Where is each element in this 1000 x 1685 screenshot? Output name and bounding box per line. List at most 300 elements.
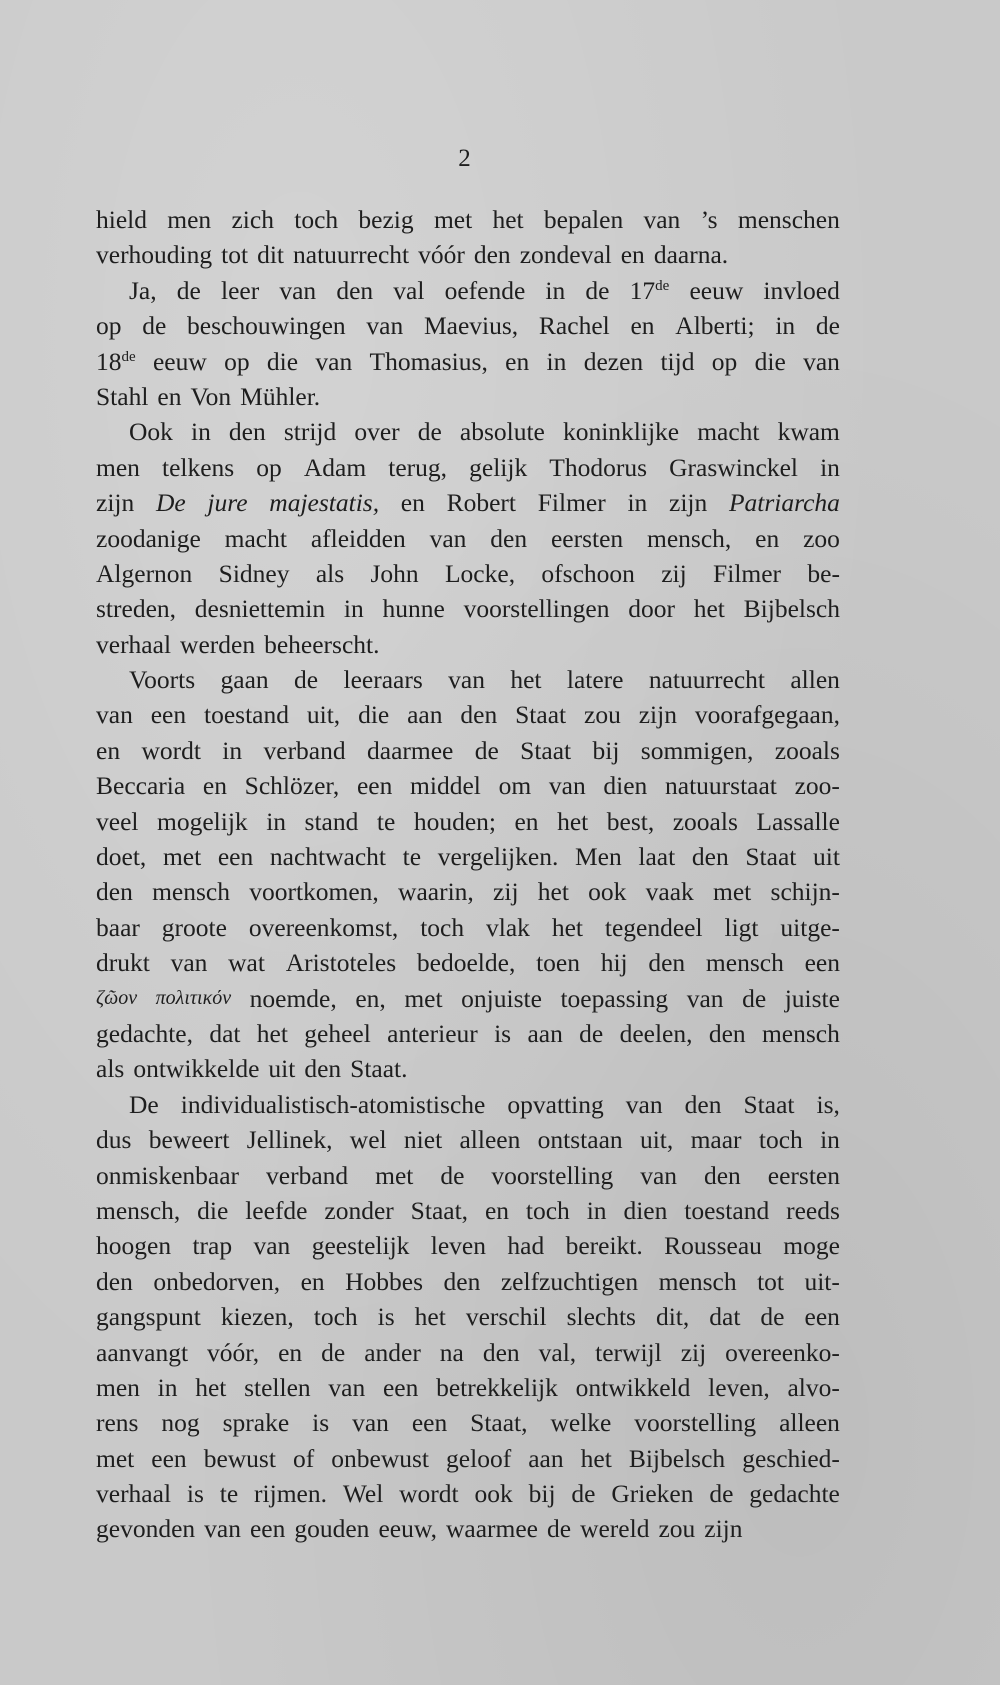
word: een — [804, 1302, 840, 1332]
word: een — [151, 1443, 187, 1473]
word: John — [370, 558, 419, 588]
word: zou — [658, 1514, 696, 1544]
word: Alberti; — [675, 311, 755, 341]
word: hij — [600, 948, 628, 978]
word: De — [129, 1089, 159, 1119]
text-line — [96, 662, 840, 697]
word: is — [186, 1479, 204, 1509]
word: opvatting — [507, 1089, 604, 1119]
ordinal-superscript: de — [655, 277, 670, 294]
word: de — [440, 1160, 465, 1190]
word: de — [294, 665, 319, 695]
word: bij — [528, 1479, 556, 1509]
word: zooals — [672, 806, 738, 836]
word: zoo — [803, 523, 840, 553]
word: van — [448, 665, 485, 695]
word: in — [191, 417, 211, 447]
word: sommigen, — [640, 735, 754, 765]
text-line — [96, 945, 840, 980]
word: leven, — [708, 1372, 770, 1402]
word: geheel — [304, 1018, 371, 1048]
word: en — [514, 806, 539, 836]
word: Maevius, — [423, 311, 519, 341]
word: den — [443, 1266, 481, 1296]
word: men — [96, 452, 140, 482]
word: verhouding — [96, 240, 213, 270]
word: leven — [430, 1231, 487, 1261]
word: gangspunt — [96, 1302, 201, 1332]
word: toch — [525, 1195, 570, 1225]
word: en — [300, 1266, 325, 1296]
word: uitge- — [780, 912, 840, 942]
word: het — [414, 1302, 446, 1332]
word: sprake — [222, 1408, 290, 1438]
word: het — [551, 912, 583, 942]
word: in — [343, 594, 364, 624]
word: en — [484, 1195, 510, 1225]
text-line — [96, 591, 840, 626]
word: in — [546, 346, 567, 376]
word: den — [96, 1266, 133, 1296]
word: op — [711, 346, 738, 376]
word: onbedorven, — [153, 1266, 281, 1296]
word: gaan — [220, 665, 269, 695]
word: aan — [527, 1018, 563, 1048]
word: hunne — [382, 594, 445, 624]
word: juiste — [784, 983, 840, 1013]
word: het — [195, 1372, 227, 1402]
word: anterieur — [387, 1018, 478, 1048]
word: val, — [538, 1337, 577, 1367]
word: be- — [807, 558, 840, 588]
page-number: 2 — [458, 145, 472, 172]
word: den — [648, 948, 686, 978]
word: nog — [161, 1408, 200, 1438]
word: zooals — [774, 735, 840, 765]
word: op — [224, 346, 250, 376]
word: strijd — [283, 417, 337, 447]
word: waarmee — [445, 1514, 538, 1544]
text-line — [96, 556, 840, 591]
text-line — [96, 379, 840, 414]
word: is — [377, 1302, 395, 1332]
word: Ja, — [129, 275, 157, 305]
word: mensch — [658, 1266, 737, 1296]
word: slechts — [566, 1302, 636, 1332]
word: Beccaria — [96, 771, 186, 801]
word: bewust — [203, 1443, 276, 1473]
word: den — [460, 700, 498, 730]
word: tijd — [660, 346, 695, 376]
word: de — [742, 983, 767, 1013]
word-with-superscript — [630, 273, 670, 308]
text-line — [96, 697, 840, 732]
text-line — [96, 1511, 840, 1546]
word: Robert — [446, 488, 516, 518]
word: te — [402, 842, 422, 872]
word: bepalen — [543, 205, 624, 234]
word: beschouwingen — [187, 311, 346, 341]
word: veel — [96, 806, 139, 836]
word: waarin, — [398, 877, 474, 907]
word: Locke, — [444, 558, 516, 588]
word: men — [167, 205, 212, 234]
word: ofschoon — [541, 558, 635, 588]
word: en — [755, 523, 780, 553]
word: van — [643, 205, 681, 234]
word: het — [693, 594, 725, 624]
word: ander — [364, 1337, 421, 1367]
word: dien — [603, 771, 648, 801]
word: rens — [96, 1408, 139, 1438]
word: dat — [709, 1302, 741, 1332]
word: ook — [588, 877, 627, 907]
word: overeenko- — [725, 1337, 840, 1367]
word: voorstelling — [491, 1160, 614, 1190]
word: tot — [757, 1266, 784, 1296]
word: als — [96, 1054, 125, 1084]
word: verband — [263, 735, 346, 765]
word: wordt — [141, 735, 201, 765]
word: ’s — [700, 205, 718, 234]
word: wereld — [580, 1514, 650, 1544]
word: het — [510, 665, 542, 695]
word: van — [253, 1231, 291, 1261]
word: den — [482, 1337, 520, 1367]
word: van — [170, 948, 208, 978]
word: niet — [403, 1125, 443, 1155]
text-line — [96, 1051, 840, 1086]
word: Ook — [129, 417, 173, 447]
word: kiezen, — [220, 1302, 294, 1332]
word: Mühler. — [240, 381, 321, 411]
word: over — [354, 417, 400, 447]
word: doet, — [96, 842, 147, 872]
word: geloof — [446, 1443, 512, 1473]
word: voorafgegaan, — [694, 700, 840, 730]
word: leeraars — [343, 665, 423, 695]
word: en — [202, 771, 227, 801]
text-line — [96, 308, 840, 343]
word: uit, — [306, 700, 341, 730]
word: dit, — [655, 1302, 690, 1332]
word: aanvangt — [96, 1337, 189, 1367]
word: leer — [220, 275, 260, 305]
word: geschied- — [742, 1443, 840, 1473]
word: leefde — [245, 1195, 308, 1225]
word: menschen — [737, 205, 840, 234]
word: in — [586, 1195, 607, 1225]
text-line — [96, 1370, 840, 1405]
word: men — [96, 1372, 140, 1402]
word: tot — [221, 240, 249, 270]
word: toch — [313, 1302, 358, 1332]
word: moge — [783, 1231, 840, 1261]
word: toen — [536, 948, 580, 978]
word: vaak — [645, 877, 694, 907]
word: die — [197, 1195, 229, 1225]
word: reeds — [786, 1195, 840, 1225]
word: majestatis, — [269, 488, 380, 518]
word: het — [492, 205, 524, 234]
word: verhaal — [96, 629, 172, 659]
word: stellen — [244, 1372, 311, 1402]
word: den — [684, 1089, 722, 1119]
word: toestand — [684, 1195, 770, 1225]
word: in — [627, 488, 648, 518]
word: met — [96, 1443, 135, 1473]
word: Rachel — [538, 311, 610, 341]
ordinal-superscript: de — [121, 348, 136, 365]
word: van — [279, 275, 317, 305]
word: macht — [697, 417, 760, 447]
word: schijn- — [770, 877, 840, 907]
word: Voorts — [129, 665, 196, 695]
word: met — [375, 1160, 414, 1190]
text-line — [96, 273, 840, 308]
word: invloed — [763, 275, 840, 305]
word: Lassalle — [756, 806, 840, 836]
word: de — [546, 1514, 572, 1544]
word: voorstelling — [634, 1408, 757, 1438]
word: Hobbes — [345, 1266, 424, 1296]
text-line — [96, 202, 840, 237]
text-line — [96, 237, 840, 272]
word: absolute — [459, 417, 545, 447]
word-with-superscript — [96, 344, 136, 379]
word: trap — [192, 1231, 233, 1261]
word: den — [703, 1160, 741, 1190]
word: groote — [161, 912, 227, 942]
word: onjuiste — [461, 983, 542, 1013]
body-text — [96, 202, 840, 1547]
word: ontstaan — [537, 1125, 623, 1155]
word: met — [404, 983, 443, 1013]
word: die — [266, 346, 299, 376]
word: een — [382, 1372, 419, 1402]
word: daarmee — [367, 735, 454, 765]
text-line — [96, 874, 840, 909]
word: den — [336, 275, 374, 305]
word: Schlözer, — [244, 771, 340, 801]
word: ontwikkeld — [575, 1372, 691, 1402]
word: Jellinek, — [246, 1125, 333, 1155]
word: zich — [231, 205, 274, 234]
word: natuurstaat — [665, 771, 777, 801]
word: toch — [294, 205, 339, 234]
word: en — [96, 735, 121, 765]
word: hoogen — [96, 1231, 172, 1261]
word: oefende — [444, 275, 526, 305]
text-line — [96, 450, 840, 485]
word: vergelijken. — [437, 842, 559, 872]
word: een — [804, 948, 840, 978]
text-line — [96, 1299, 840, 1334]
word: gedachte, — [96, 1018, 193, 1048]
word: Wel — [342, 1479, 384, 1509]
word: is — [494, 1018, 512, 1048]
word: Thodorus — [549, 452, 648, 482]
word: zou — [584, 700, 621, 730]
word: Staat. — [350, 1054, 408, 1084]
word: den — [473, 240, 511, 270]
word: van — [352, 1408, 389, 1438]
word: Staat — [520, 735, 572, 765]
word: den — [708, 1018, 746, 1048]
word: met — [162, 842, 202, 872]
word: een — [356, 771, 393, 801]
word: met — [713, 877, 752, 907]
word: Staat — [515, 700, 567, 730]
word: de — [474, 735, 499, 765]
word: Filmer — [713, 558, 782, 588]
word: de — [585, 275, 610, 305]
word: alvo- — [787, 1372, 840, 1402]
word: val — [393, 275, 425, 305]
text-line — [96, 1122, 840, 1157]
word: natuurrecht — [648, 665, 765, 695]
word: het — [580, 1443, 612, 1473]
word: overeenkomst, — [248, 912, 399, 942]
word: toestand — [204, 700, 289, 730]
word: die — [358, 700, 390, 730]
word: zoo- — [794, 771, 840, 801]
word: eersten — [767, 1160, 840, 1190]
word: het — [537, 877, 569, 907]
text-line — [96, 1335, 840, 1370]
word: mensch, — [647, 523, 732, 553]
word: aan — [528, 1443, 564, 1473]
word: drukt — [96, 948, 150, 978]
word: mensch — [705, 948, 784, 978]
word: zijn — [669, 488, 708, 518]
word: en — [278, 1337, 303, 1367]
word: ζῶον — [96, 986, 138, 1009]
word: en — [630, 311, 655, 341]
word: alleen — [779, 1408, 840, 1438]
word: zonder — [324, 1195, 394, 1225]
word: toch — [420, 912, 465, 942]
word: ontwikkelde — [133, 1054, 260, 1084]
word: Thomasius, — [369, 346, 488, 376]
word: in — [775, 311, 796, 341]
word: hield — [96, 205, 147, 234]
word: houden; — [413, 806, 496, 836]
word: Rousseau — [664, 1231, 762, 1261]
word: op — [96, 311, 122, 341]
word: voorstellingen — [463, 594, 610, 624]
word: eeuw — [689, 275, 744, 305]
word: van — [686, 983, 724, 1013]
word: verband — [266, 1160, 349, 1190]
word: zijn — [96, 488, 135, 518]
word: laat — [638, 842, 676, 872]
word: de — [176, 275, 201, 305]
word: nachtwacht — [269, 842, 386, 872]
word: een — [249, 1514, 286, 1544]
word: dezen — [583, 346, 644, 376]
word: terwijl — [595, 1337, 662, 1367]
word: is — [312, 1408, 330, 1438]
word: het — [557, 806, 589, 836]
word: de — [321, 1337, 346, 1367]
word: daarna. — [653, 240, 729, 270]
word: Staat — [743, 1089, 795, 1119]
word: mensch — [152, 877, 230, 907]
word: van — [803, 346, 840, 376]
word: om — [498, 771, 532, 801]
word: Bijbelsch — [743, 594, 840, 624]
text-line — [96, 733, 840, 768]
text-line — [96, 344, 840, 379]
word: koninklijke — [562, 417, 680, 447]
text-line — [96, 1441, 840, 1476]
word: dit — [257, 240, 284, 270]
text-line — [96, 1193, 840, 1228]
word: allen — [790, 665, 840, 695]
word: beweert — [148, 1125, 230, 1155]
word: voortkomen, — [249, 877, 379, 907]
word: zondeval — [519, 240, 612, 270]
word: Staat, — [470, 1408, 528, 1438]
word: het — [256, 1018, 288, 1048]
word: bezig — [358, 205, 414, 234]
word: betrekkelijk — [436, 1372, 558, 1402]
text-line — [96, 1476, 840, 1511]
word: op — [256, 452, 282, 482]
word: De — [155, 488, 186, 518]
word: zijn — [704, 1514, 743, 1544]
word: den — [228, 417, 266, 447]
word: in — [820, 1125, 840, 1155]
word: mensch — [761, 1018, 840, 1048]
word: en — [400, 488, 425, 518]
word: de — [579, 1018, 604, 1048]
word: dien — [623, 1195, 668, 1225]
word: Grieken — [611, 1479, 694, 1509]
text-line — [96, 485, 840, 520]
word: terug, — [388, 452, 448, 482]
word: tegendeel — [604, 912, 703, 942]
word: middel — [410, 771, 481, 801]
word: in — [266, 806, 287, 836]
word: stand — [304, 806, 359, 836]
word: maar — [690, 1125, 742, 1155]
word: baar — [96, 912, 140, 942]
word: in — [157, 1372, 178, 1402]
word: uit, — [639, 1125, 674, 1155]
word: een — [217, 842, 254, 872]
word: van — [204, 1514, 241, 1544]
word: mensch, — [96, 1195, 181, 1225]
word: door — [628, 594, 675, 624]
word: de — [417, 417, 442, 447]
word: verhaal — [96, 1479, 172, 1509]
word: die — [754, 346, 786, 376]
text-line — [96, 839, 840, 874]
word: Sidney — [218, 558, 290, 588]
word: zij — [661, 558, 687, 588]
word: de — [709, 1479, 734, 1509]
word: met — [433, 205, 473, 234]
word: bedoelde, — [416, 948, 516, 978]
word: 17 — [629, 275, 656, 305]
word: den — [691, 842, 729, 872]
text-line — [96, 910, 840, 945]
word: zijn — [638, 700, 677, 730]
word: alleen — [459, 1125, 521, 1155]
word: bij — [592, 735, 620, 765]
